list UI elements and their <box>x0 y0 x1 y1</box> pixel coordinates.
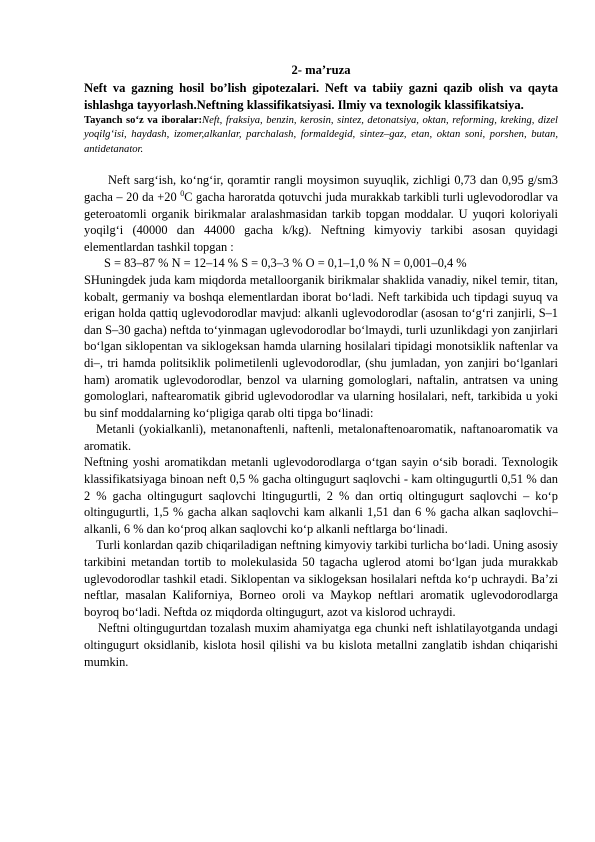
keywords-paragraph <box>84 114 558 158</box>
keywords-label: Tayanch so‘z va iboralar: <box>84 114 202 126</box>
paragraph-2: SHuningdek juda kam miqdorda metalloorganik birikmalar shaklida vanadiy, nikel temir, titan, kobalt, germaniy va boshqa elementlardan iborat bo‘ladi. Neft tarkibida uch tipdagi suyuq va erigan holda qattiq uglevodorodlar mavjud: alkanli uglevodorodlar (asosan to‘g‘ri zanjirli, S–1 dan S–30 gacha) neftda to‘yinmagan uglevodorodlar bo‘lmaydi, turli uzunlikdagi yon zanjirlari bo‘lgan siklopentan va siklogeksan hamda ularning hosilalari tipidagi monotsiklik naftenlar va di–, tri hamda politsiklik polimetilenli uglevodorodlar, (shu jumladan, yon zanjiri bo‘lganlari ham) aromatik uglevodorodlar, benzol va ularning gomologlari, naftalin, antratsen va uning gomologlari, naftearomatik gibrid uglevodorodlar va ularning hosilalari, neft, tarkibida u yoki bu sinf moddalarning ko‘pligiga qarab olti tipga bo‘linadi: <box>84 272 558 420</box>
paragraph-1-part-b: C gacha haroratda qotuvchi juda murakkab tarkibli turli uglevodorodlar va geteroatomli organik birikmalar aralashmasidan tarkib topgan moddalar. U yuqori koloriyali yoqilg‘i (40000 dan 44000 gacha k/kg). Neftning kimyoviy tarkibi asosan quyidagi elementlardan tashkil topgan : <box>84 189 558 254</box>
paragraph-5: Turli konlardan qazib chiqariladigan neftning kimyoviy tarkibi turlicha bo‘ladi. Uning asosiy tarkibini metandan tortib to molekulasida 50 tagacha uglerod atomi bo‘lgan juda murakkab uglevodorodlar tashkil etadi. Siklopentan va siklogeksan hosilalari neftda ko‘p uchraydi. Ba’zi neftlar, masalan Kaliforniya, Borneo oroli va Maykop neftlari aromatik uglevodorodlarga boyroq bo‘ladi. Neftda oz miqdorda oltingugurt, azot va kislorod uchraydi. <box>84 538 558 619</box>
paragraph-4: Neftning yoshi aromatikdan metanli uglevodorodlarga o‘tgan sayin o‘sib boradi. Texnologik klassifikatsiyaga binoan neft 0,5 % gacha oltingugurt saqlovchi - kam oltingugurtli 0,51 % dan 2 % gacha oltingugurt saqlovchi ltingugurtli, 2 % dan ortiq oltingugurt saqlovchi – ko‘p oltingugurtli, 1,5 % gacha alkan saqlovchi kam alkanli 1,51 dan 6 % gacha alkan saqlovchi–alkanli, 6 % dan ko‘proq alkan saqlovchi ko‘p alkanli neftlarga bo‘linadi. <box>84 455 558 536</box>
document-page <box>84 62 558 670</box>
paragraph-1-part-a: Neft sarg‘ish, ko‘ng‘ir, qoramtir rangli moysimon suyuqlik, zichligi 0,73 dan 0,95 g/sm3 gacha – 20 da +20 <box>84 173 558 204</box>
degree-superscript: 0 <box>180 188 185 198</box>
paragraph-1 <box>84 172 558 255</box>
paragraph-3: Metanli (yokialkanli), metanonaftenli, naftenli, metalonaftenoaromatik, naftanoaromatik va aromatik. <box>84 422 558 453</box>
lecture-heading: Neft va gazning hosil bo’lish gipotezalari. Neft va tabiiy gazni qazib olish va qayta ishlashga tayyorlash.Neftning klassifikatsiyasi. Ilmiy va texnologik klassifikatsiya. <box>84 80 558 112</box>
element-composition-formula: S = 83–87 % N = 12–14 % S = 0,3–3 % O = 0,1–1,0 % N = 0,001–0,4 % <box>104 256 467 271</box>
page-title: 2- ma’ruza <box>291 63 351 77</box>
paragraph-6: Neftni oltingugurtdan tozalash muxim ahamiyatga ega chunki neft ishlatilayotganda undagi oltingugurt oksidlanib, kislota hosil qilishi va bu kislota metallni zanglatib ishdan chiqarishi mumkin. <box>84 621 558 669</box>
keywords-text: Neft, fraksiya, benzin, kerosin, sintez, detonatsiya, oktan, reforming, kreking, dizel yoqilg‘isi, haydash, izomer,alkanlar, parchalash, formaldegid, sintez–gaz, etan, oktan soni, porshen, butan, antidetanator. <box>84 114 558 155</box>
